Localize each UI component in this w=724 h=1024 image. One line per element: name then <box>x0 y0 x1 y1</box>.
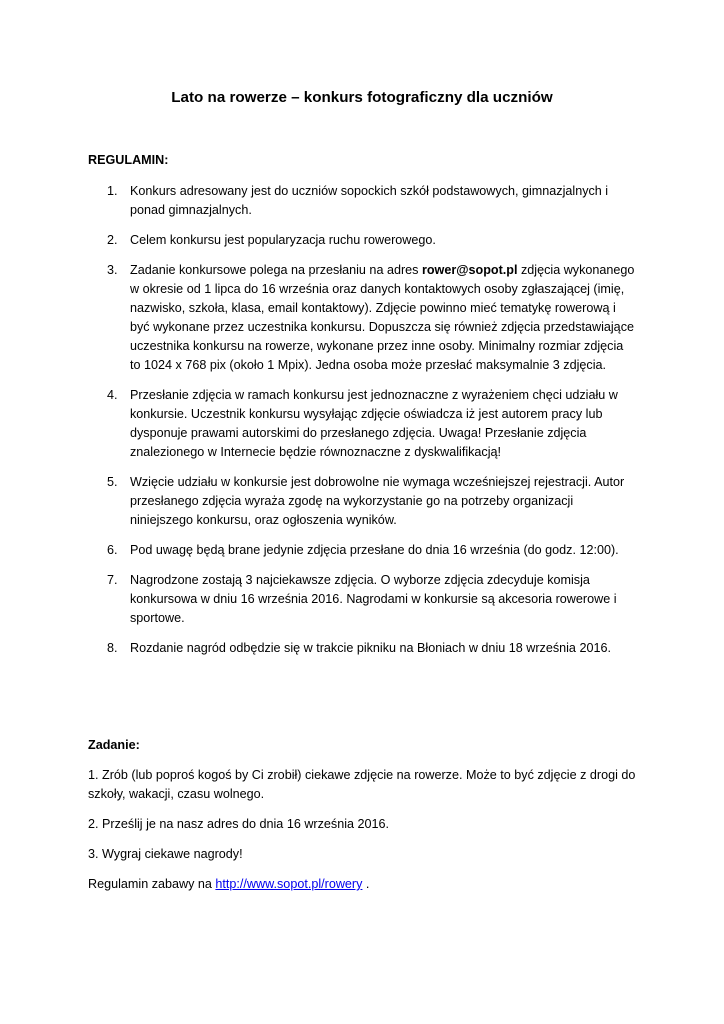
rule-item <box>88 639 636 658</box>
rule-item <box>88 231 636 250</box>
task-item: 1. Zrób (lub poproś kogoś by Ci zrobił) ciekawe zdjęcie na rowerze. Może to być zdjęcie z drogi do szkoły, wakacji, czasu wolnego. <box>88 768 636 801</box>
rule-number: 1. <box>107 184 118 198</box>
rule-item <box>88 261 636 375</box>
rule-text: Rozdanie nagród odbędzie się w trakcie pikniku na Błoniach w dniu 18 września 2016. <box>130 641 611 655</box>
rules-link[interactable]: http://www.sopot.pl/rowery <box>215 877 363 891</box>
rule-number: 6. <box>107 543 118 557</box>
rules-list <box>88 182 636 669</box>
footer-suffix: . <box>362 877 370 891</box>
rule-text: Wzięcie udziału w konkursie jest dobrowolne nie wymaga wcześniejszej rejestracji. Autor przesłanego zdjęcia wyraża zgodę na wykorzystanie go na potrzeby organizacji niniejszego konkursu, oraz ogłoszenia wyników. <box>130 475 625 527</box>
footer-prefix: Regulamin zabawy na <box>88 877 216 891</box>
document-title: Lato na rowerze – konkurs fotograficzny dla uczniów <box>171 89 553 106</box>
rule-text-before: Zadanie konkursowe polega na przesłaniu na adres <box>130 263 422 277</box>
rule-number: 3. <box>107 263 118 277</box>
rule-item <box>88 571 636 628</box>
rule-text: Celem konkursu jest popularyzacja ruchu rowerowego. <box>130 233 436 247</box>
rule-item <box>88 386 636 462</box>
rule-number: 7. <box>107 573 118 587</box>
rule-text: Nagrodzone zostają 3 najciekawsze zdjęcia. O wyborze zdjęcia zdecyduje komisja konkursowa w dniu 16 września 2016. Nagrodami w konkursie są akcesoria rowerowe i sportowe. <box>130 573 617 625</box>
regulamin-heading: REGULAMIN: <box>88 153 169 167</box>
rule-number: 2. <box>107 233 118 247</box>
rule-number: 4. <box>107 388 118 402</box>
zadanie-heading: Zadanie: <box>88 738 140 752</box>
document-page <box>88 0 636 1024</box>
rule-text: Przesłanie zdjęcia w ramach konkursu jest jednoznaczne z wyrażeniem chęci udziału w konkursie. Uczestnik konkursu wysyłając zdjęcie oświadcza iż jest autorem pracy lub dysponuje prawami autorskimi do przesłanego zdjęcia. Uwaga! Przesłanie zdjęcia znalezionego w Internecie będzie równoznaczne z dyskwalifikacją! <box>130 388 618 459</box>
task-item: 3. Wygraj ciekawe nagrody! <box>88 847 243 861</box>
footer-line <box>88 875 636 894</box>
rule-number: 5. <box>107 475 118 489</box>
rule-text: Pod uwagę będą brane jedynie zdjęcia przesłane do dnia 16 września (do godz. 12:00). <box>130 543 619 557</box>
task-item: 2. Prześlij je na nasz adres do dnia 16 września 2016. <box>88 817 390 831</box>
contest-email: rower@sopot.pl <box>421 263 518 277</box>
rule-text <box>130 263 634 372</box>
task-section <box>88 736 636 905</box>
rule-text-after: zdjęcia wykonanego w okresie od 1 lipca do 16 września oraz danych kontaktowych osoby zgłaszającej (imię, nazwisko, szkoła, klasa, email kontaktowy). Zdjęcie powinno mieć tematykę rowerową i być wykonane przez uczestnika konkursu. Dopuszcza się również zdjęcia przedstawiające uczestnika konkursu na rowerze, wykonane przez inne osoby. Minimalny rozmiar zdjęcia to 1024 x 768 pix (około 1 Mpix). Jedna osoba może przesłać maksymalnie 3 zdjęcia. <box>130 263 635 372</box>
rule-number: 8. <box>107 641 118 655</box>
rule-item <box>88 182 636 220</box>
rule-item <box>88 473 636 530</box>
rule-item <box>88 541 636 560</box>
rule-text: Konkurs adresowany jest do uczniów sopockich szkół podstawowych, gimnazjalnych i ponad gimnazjalnych. <box>130 184 609 217</box>
